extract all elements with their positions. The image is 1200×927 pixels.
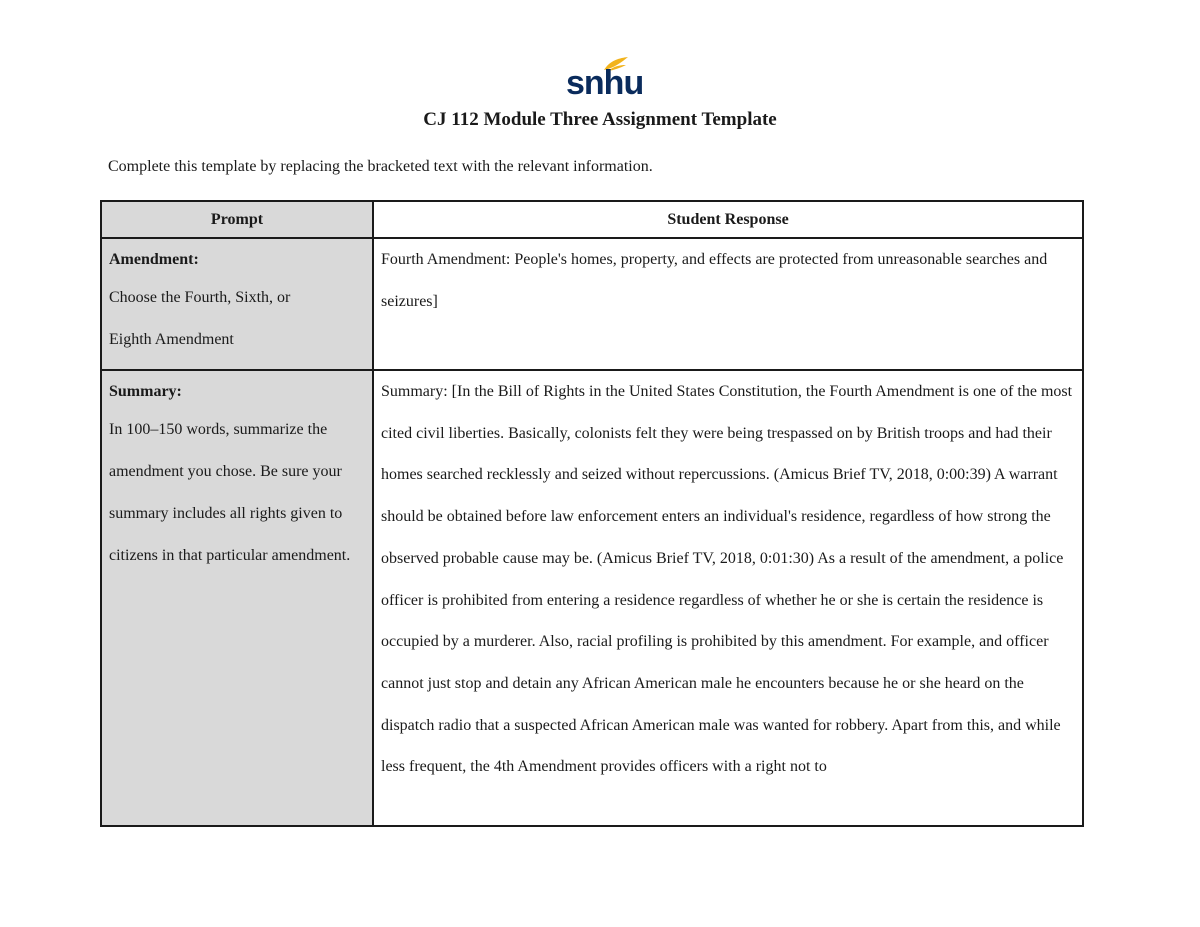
prompt-cell-amendment bbox=[101, 238, 373, 370]
snhu-logo bbox=[562, 56, 644, 102]
prompt-label: Amendment: bbox=[109, 251, 199, 268]
prompt-cell-summary bbox=[101, 370, 373, 826]
table-row-amendment bbox=[101, 238, 1083, 370]
response-text[interactable]: Summary: [In the Bill of Rights in the United States Constitution, the Fourth Amendment is one of the most cited civil liberties. Basically, colonists felt they were being trespassed on by British troops and had their homes searched recklessly and seized without repercussions. (Amicus Brief TV, 2018, 0:00:39) A warrant should be obtained before law enforcement enters an individual's residence, regardless of how strong the observed probable cause may be. (Amicus Brief TV, 2018, 0:01:30) As a result of the amendment, a police officer is prohibited from entering a residence regardless of whether he or she is certain the residence is occupied by a murderer. Also, racial profiling is prohibited by this amendment. For example, and officer cannot just stop and detain any African American male he encounters because he or she heard on the dispatch radio that a suspected African American male was wanted for robbery. Apart from this, and while less frequent, the 4th Amendment provides officers with a right not to bbox=[381, 383, 1073, 776]
prompt-text: Choose the Fourth, Sixth, or Eighth Amendment bbox=[109, 289, 291, 348]
response-text[interactable]: Fourth Amendment: People's homes, property, and effects are protected from unreasonable searches and seizures] bbox=[381, 251, 1048, 310]
response-cell-amendment[interactable] bbox=[373, 238, 1083, 370]
table-header-row bbox=[101, 201, 1083, 238]
response-column-header: Student Response bbox=[373, 201, 1083, 238]
logo-wordmark: snhu bbox=[566, 64, 644, 102]
prompt-text: In 100–150 words, summarize the amendment you chose. Be sure your summary includes all rights given to citizens in that particular amendment. bbox=[109, 421, 351, 564]
assignment-table bbox=[100, 200, 1084, 827]
response-cell-summary[interactable] bbox=[373, 370, 1083, 826]
instructions-text: Complete this template by replacing the bracketed text with the relevant information. bbox=[108, 158, 653, 175]
prompt-column-header: Prompt bbox=[101, 201, 373, 238]
table-row-summary bbox=[101, 370, 1083, 826]
document-title: CJ 112 Module Three Assignment Template bbox=[423, 109, 777, 130]
prompt-label: Summary: bbox=[109, 383, 182, 400]
